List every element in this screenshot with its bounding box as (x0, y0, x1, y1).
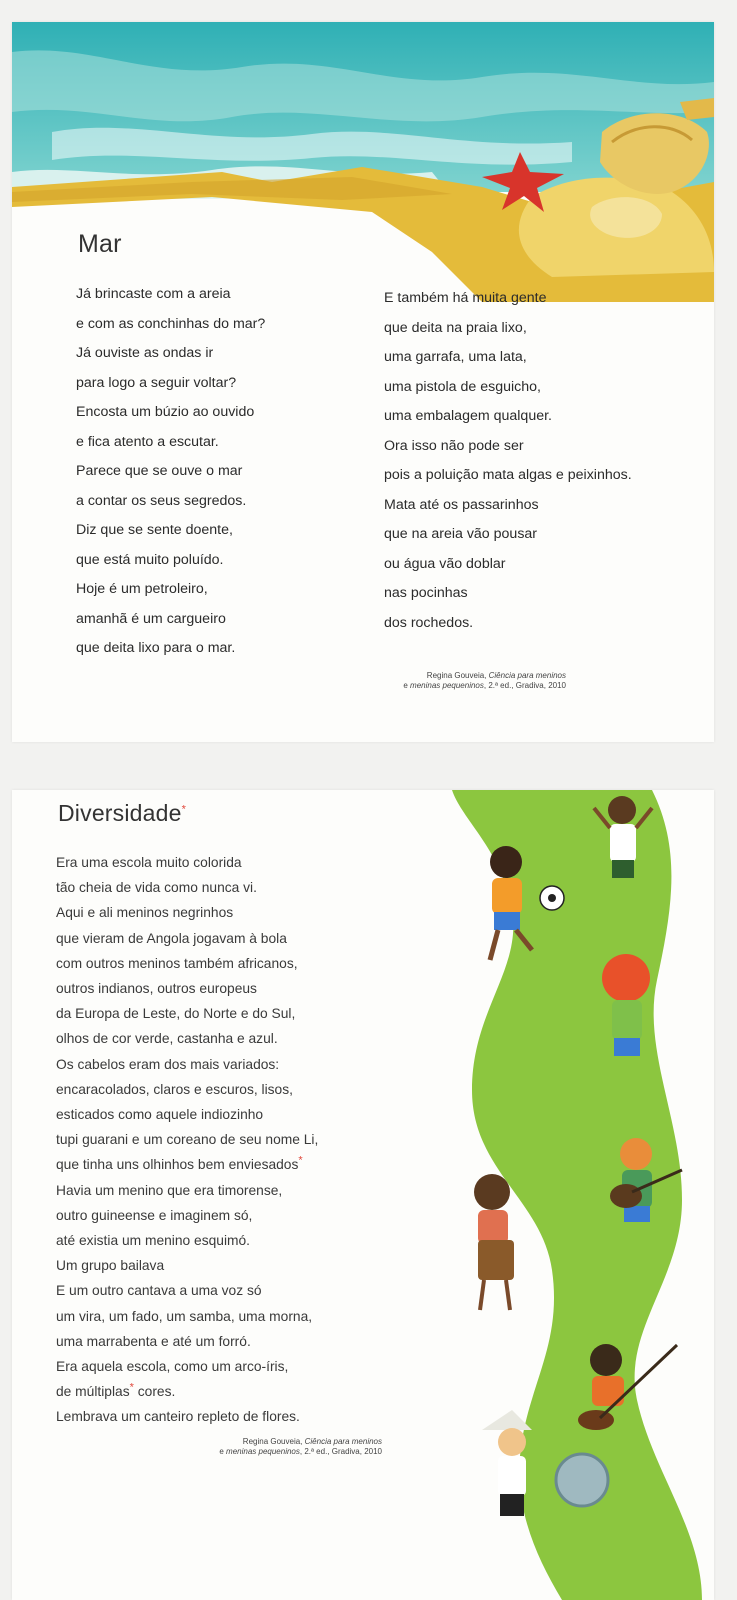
glossary-asterisk: * (129, 1381, 134, 1394)
poem-line: a contar os seus segredos. (76, 492, 247, 509)
poem-line: que deita na praia lixo, (384, 319, 527, 336)
poem-line: dos rochedos. (384, 614, 474, 631)
poem-line: Era aquela escola, como um arco-íris, (56, 1359, 289, 1375)
poem-line: para logo a seguir voltar? (76, 374, 237, 391)
poem-line: Os cabelos eram dos mais variados: (56, 1056, 280, 1072)
gong (556, 1454, 608, 1506)
poem-column-right (384, 284, 632, 638)
poem-card-mar (12, 22, 714, 742)
poem-line: uma pistola de esguicho, (384, 378, 541, 395)
poem-line: Lembrava um canteiro repleto de flores. (56, 1409, 300, 1425)
poem-line: outro guineense e imaginem só, (56, 1207, 253, 1223)
poem-line: uma garrafa, uma lata, (384, 349, 527, 365)
poem-line: Ora isso não pode ser (384, 437, 524, 454)
poem-card-diversidade (12, 790, 714, 1600)
poem-line: e com as conchinhas do mar? (76, 315, 266, 332)
poem-line: Hoje é um petroleiro, (76, 581, 208, 597)
poem-line: Encosta um búzio ao ouvido (76, 404, 255, 420)
credit-diversidade (192, 1437, 382, 1457)
poem-column-left (76, 280, 265, 664)
poem-title-mar: Mar (78, 230, 122, 258)
poem-line: esticados como aquele indiozinho (56, 1107, 264, 1123)
poem-line: E também há muita gente (384, 290, 547, 306)
poem-line: nas pocinhas (384, 585, 468, 601)
children-meadow-illustration (452, 790, 712, 1600)
credit-mar (403, 671, 566, 691)
poem-line-part: que tinha uns olhinhos bem enviesados (56, 1157, 299, 1173)
credit-title: Ciência para meninos (488, 671, 566, 680)
credit-author: Regina Gouveia, (426, 671, 489, 680)
poem-body-diversidade (56, 850, 318, 1430)
poem-line: uma marrabenta e até um forró. (56, 1333, 251, 1349)
poem-line-part: de múltiplas (56, 1384, 130, 1400)
poem-line (56, 1379, 318, 1404)
poem-line: tão cheia de vida como nunca vi. (56, 880, 257, 896)
poem-line: Havia um menino que era timorense, (56, 1182, 283, 1198)
poem-line: e fica atento a escutar. (76, 433, 219, 450)
poem-line: com outros meninos também africanos, (56, 955, 298, 971)
credit-edition: , 2.ª ed., Gradiva, 2010 (483, 681, 566, 690)
poem-line-part: cores. (137, 1384, 176, 1400)
poem-line: Mata até os passarinhos (384, 496, 539, 513)
poem-line: Parece que se ouve o mar (76, 463, 243, 479)
poem-line: um vira, um fado, um samba, uma morna, (56, 1308, 313, 1324)
poem-line: que vieram de Angola jogavam à bola (56, 930, 287, 946)
credit-edition: , 2.ª ed., Gradiva, 2010 (299, 1447, 382, 1456)
poem-line: Aqui e ali meninos negrinhos (56, 905, 234, 921)
credit-title-rest: meninas pequeninos (410, 681, 484, 690)
credit-author: Regina Gouveia, (242, 1437, 305, 1446)
poem-line: até existia um menino esquimó. (56, 1233, 251, 1249)
poem-line: Era uma escola muito colorida (56, 855, 242, 870)
poem-title-diversidade (58, 800, 186, 827)
glossary-asterisk: * (181, 803, 187, 816)
poem-line: Diz que se sente doente, (76, 522, 233, 538)
poem-line: Um grupo bailava (56, 1258, 165, 1274)
beach-illustration (12, 22, 714, 302)
poem-line: uma embalagem qualquer. (384, 408, 552, 424)
poem-line: outros indianos, outros europeus (56, 981, 257, 997)
poem-line: tupi guarani e um coreano de seu nome Li, (56, 1132, 319, 1148)
poem-line: olhos de cor verde, castanha e azul. (56, 1031, 278, 1047)
poem-line: E um outro cantava a uma voz só (56, 1283, 262, 1299)
child-drum (474, 1174, 514, 1310)
credit-and: e (403, 681, 411, 690)
poem-line: Já ouviste as ondas ir (76, 345, 214, 361)
poem-line: pois a poluição mata algas e peixinhos. (384, 467, 632, 483)
poem-line: amanhã é um cargueiro (76, 610, 226, 627)
poem-line: que deita lixo para o mar. (76, 640, 236, 656)
poem-line: ou água vão doblar (384, 555, 506, 572)
credit-title: Ciência para meninos (304, 1437, 382, 1446)
poem-line: que na areia vão pousar (384, 526, 538, 542)
title-text: Diversidade (58, 800, 182, 826)
poem-line (56, 1152, 318, 1177)
credit-and: e (219, 1447, 227, 1456)
poem-line: da Europa de Leste, do Norte e do Sul, (56, 1006, 296, 1022)
poem-line: encaracolados, claros e escuros, lisos, (56, 1081, 293, 1097)
drum (478, 1240, 514, 1280)
poem-line: Já brincaste com a areia (76, 286, 231, 302)
poem-line: que está muito poluído. (76, 551, 224, 568)
glossary-asterisk: * (298, 1154, 303, 1167)
credit-title-rest: meninas pequeninos (226, 1447, 300, 1456)
